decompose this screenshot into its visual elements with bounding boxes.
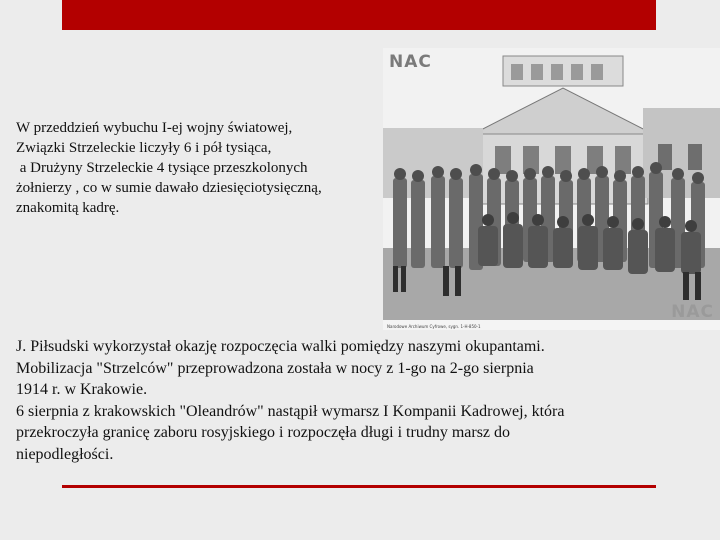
intro-line: W przeddzień wybuchu I-ej wojny światowej, — [16, 120, 293, 136]
body-line: niepodległości. — [16, 445, 114, 463]
intro-line: Związki Strzeleckie liczyły 6 i pół tysiąca, — [16, 140, 272, 156]
photo-caption: Narodowe Archiwum Cyfrowe, sygn. 1-H-850-1 — [387, 324, 481, 329]
body-line: przekroczyła granicę zaboru rosyjskiego i rozpoczęła długi i trudny marsz do — [16, 424, 511, 442]
nac-logo-top: NAC — [389, 52, 432, 72]
bottom-accent-line — [62, 485, 656, 488]
body-paragraph — [16, 336, 706, 466]
top-accent-bar — [62, 0, 656, 30]
intro-line: znakomitą kadrę. — [16, 200, 120, 216]
intro-line: żołnierzy , co w sumie dawało dziesięciotysięczną, — [16, 180, 322, 196]
body-line: Mobilizacja "Strzelców" przeprowadzona została w nocy z 1-go na 2-go sierpnia — [16, 359, 534, 377]
photo-illustration — [383, 48, 720, 330]
body-line: 1914 r. w Krakowie. — [16, 381, 148, 399]
body-line: J. Piłsudski wykorzystał okazję rozpoczęcia walki pomiędzy naszymi okupantami. — [16, 338, 545, 355]
nac-logo-bottom: NAC — [671, 302, 714, 322]
intro-paragraph — [16, 118, 388, 218]
historical-photo — [383, 48, 720, 330]
intro-line: a Drużyny Strzeleckie 4 tysiące przeszkolonych — [16, 160, 308, 176]
body-line: 6 sierpnia z krakowskich "Oleandrów" nastąpił wymarsz I Kompanii Kadrowej, która — [16, 402, 565, 420]
